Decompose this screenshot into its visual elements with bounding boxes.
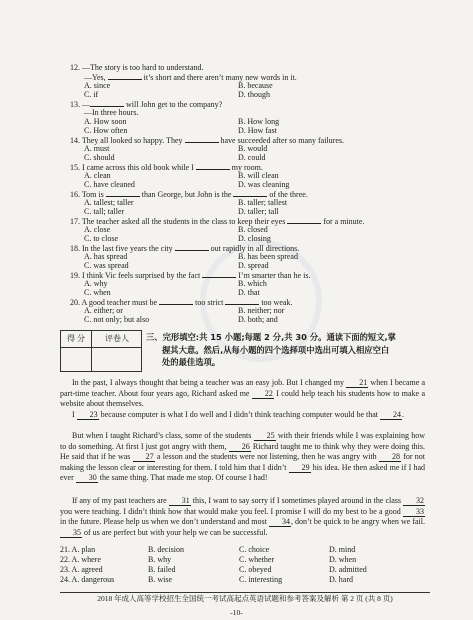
q12-option-d: D. though	[238, 90, 270, 99]
q17-option-b: B. closed	[238, 225, 268, 234]
blank-23: 23	[77, 410, 99, 420]
q17-option-a: A. close	[84, 225, 111, 234]
q20-option-d: D. both; and	[238, 315, 278, 324]
blank-33: 33	[403, 507, 425, 517]
q19-option-b: B. which	[238, 279, 267, 288]
blank-30: 30	[76, 473, 98, 483]
question-16: 16. Tom is than George, but John is the of the three.	[70, 190, 308, 199]
q12-option-c: C. if	[84, 90, 99, 99]
q24-option-b: B. wise	[148, 575, 172, 584]
section-3-line3: 处的最佳选项。	[162, 357, 221, 367]
blank-21: 21	[346, 378, 368, 388]
q16-option-c: C. tall; taller	[84, 207, 125, 216]
q22-option-a: 22. A. where	[60, 555, 101, 564]
q21-option-d: D. mind	[329, 545, 356, 554]
question-17: 17. The teacher asked all the students in the class to keep their eyes for a minute.	[70, 217, 365, 226]
question-18: 18. In the last five years the city out rapidly in all directions.	[70, 244, 300, 253]
q18-option-c: C. was spread	[84, 261, 129, 270]
page-number: -10-	[230, 608, 243, 617]
q14-option-b: B. would	[238, 144, 268, 153]
q14-option-d: D. could	[238, 153, 266, 162]
section-3-instructions	[146, 331, 416, 369]
q16-option-b: B. taller; tallest	[238, 198, 288, 207]
q14-option-c: C. should	[84, 153, 115, 162]
q22-option-b: B. why	[148, 555, 172, 564]
question-12-line1: 12. —The story is too hard to understand.	[70, 63, 204, 72]
question-19: 19. I think Vic feels surprised by the fact I’m smarter than he is.	[70, 271, 311, 280]
q14-option-a: A. must	[84, 144, 110, 153]
q18-option-a: A. has spread	[84, 252, 128, 261]
q23-option-b: B. failed	[148, 565, 176, 574]
q13-option-a: A. How soon	[84, 117, 127, 126]
blank-25: 25	[254, 431, 276, 441]
q21-option-b: B. decision	[148, 545, 184, 554]
q15-option-d: D. was cleaning	[238, 180, 290, 189]
q24-option-c: C. interesting	[239, 575, 283, 584]
question-12-line2: —Yes, it’s short and there aren’t many new words in it.	[84, 73, 297, 82]
q20-option-b: B. neither; nor	[238, 306, 285, 315]
passage-paragraph-3: But when I taught Richard’s class, some of the students 25 with their friends while I was explaining how to do something. At first I just got angry with them, 26 Richard taught me to think why they were doing this. He said that if he was 27 a lesson and the students were not listening, then he was angry with 28 for not making the lesson clear or interesting for them. I told him that I didn’t 29 his idea. He then asked me if I had ever 30 the same thing. That made me stop. Of course I had!	[60, 431, 426, 483]
score-box-header-row	[61, 331, 141, 348]
blank-27: 27	[133, 452, 155, 462]
q23-option-c: C. obeyed	[239, 565, 272, 574]
q21-option-a: 21. A. plan	[60, 545, 96, 554]
blank-35: 35	[60, 528, 82, 538]
score-box	[60, 330, 142, 372]
q21-option-c: C. choice	[239, 545, 270, 554]
blank-31: 31	[169, 496, 191, 506]
q15-option-a: A. clean	[84, 171, 111, 180]
section-3-line1: 三、完形填空:共 15 小题;每题 2 分,共 30 分。通读下面的短文,掌	[146, 332, 396, 342]
passage-paragraph-4: If any of my past teachers are 31 this, I want to say sorry if I sometimes played around in the class 32 you were teaching. I didn’t think how that would make you feel. I promise I will do my best to be a good 33 in the future. Please help us when we don’t understand and most 34, don’t be quick to be angry when we fail. 35 of us are perfect but with your help we can be successful.	[60, 496, 426, 537]
score-box-divider	[91, 347, 92, 371]
question-13-line2: —In three hours.	[84, 108, 139, 117]
blank-24: 24	[380, 410, 402, 420]
question-14: 14. They all looked so happy. They have succeeded after so many failures.	[70, 136, 344, 145]
blank-26: 26	[229, 442, 251, 452]
q13-option-b: B. How long	[238, 117, 280, 126]
question-13-line1: 13. — will John get to the company?	[70, 100, 223, 109]
q16-option-a: A. tallest; taller	[84, 198, 134, 207]
q23-option-d: D. admitted	[329, 565, 367, 574]
q19-option-a: A. why	[84, 279, 108, 288]
q19-option-d: D. that	[238, 288, 260, 297]
section-3-line2: 握其大意。然后,从每小题的四个选择项中选出可填入相应空白	[162, 344, 390, 355]
q12-option-b: B. because	[238, 81, 273, 90]
q17-option-c: C. to close	[84, 234, 118, 243]
q24-option-d: D. hard	[329, 575, 353, 584]
q22-option-c: C. whether	[239, 555, 275, 564]
blank-22: 22	[252, 389, 274, 399]
q22-option-d: D. when	[329, 555, 357, 564]
page-footer: 2018 年成人高等学校招生全国统一考试高起点英语试题和参考答案及解析 第 2 页 (共 8 页)	[60, 592, 430, 606]
q13-option-c: C. How often	[84, 126, 128, 135]
blank-28: 28	[379, 452, 401, 462]
q24-option-a: 24. A. dangerous	[60, 575, 115, 584]
q20-option-c: C. not only; but also	[84, 315, 150, 324]
passage-paragraph-1: In the past, I always thought that being a teacher was an easy job. But I changed my 21 when I became a part-time teacher. About four years ago, Richard asked me 22 I could help teach his students how to make a website about themselves.	[60, 378, 426, 409]
q23-option-a: 23. A. agreed	[60, 565, 103, 574]
question-20: 20. A good teacher must be too strict too weak.	[70, 298, 293, 307]
q15-option-c: C. have cleaned	[84, 180, 135, 189]
score-label: 得 分	[61, 331, 92, 347]
q16-option-d: D. taller; tall	[238, 207, 279, 216]
q13-option-d: D. How fast	[238, 126, 277, 135]
q19-option-c: C. when	[84, 288, 111, 297]
q12-option-a: A. since	[84, 81, 111, 90]
q18-option-d: D. spread	[238, 261, 269, 270]
grader-label: 评卷人	[105, 334, 129, 343]
blank-34: 34	[269, 517, 291, 527]
q15-option-b: B. will clean	[238, 171, 279, 180]
q18-option-b: B. has been spread	[238, 252, 298, 261]
q17-option-d: D. closing	[238, 234, 271, 243]
q20-option-a: A. either; or	[84, 306, 123, 315]
blank-29: 29	[289, 463, 311, 473]
question-15: 15. I came across this old book while I my room.	[70, 163, 263, 172]
passage-paragraph-2: I 23 because computer is what I do well and I didn’t think teaching computer would be that 24.	[72, 410, 405, 419]
blank-32: 32	[403, 496, 425, 506]
